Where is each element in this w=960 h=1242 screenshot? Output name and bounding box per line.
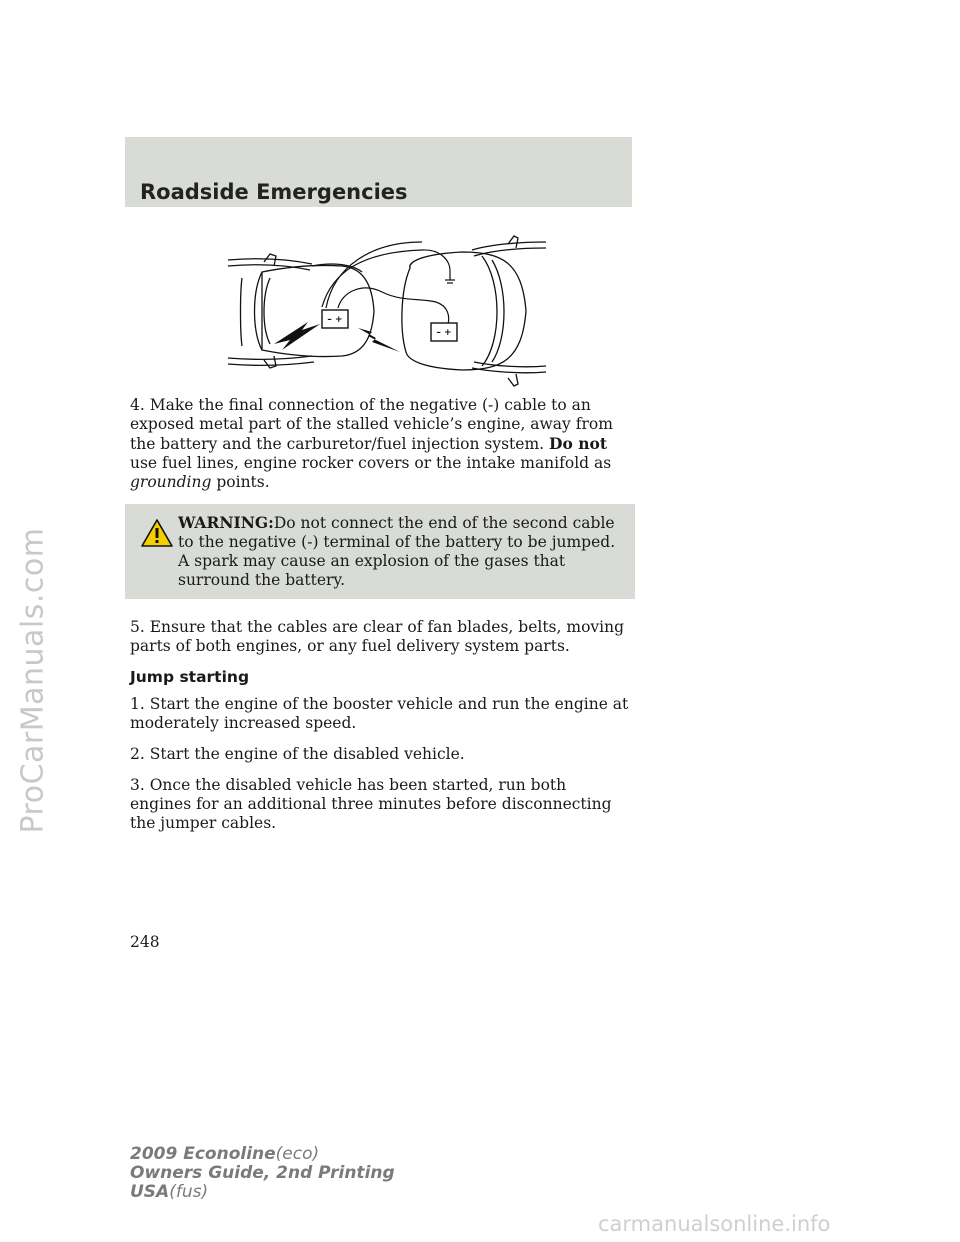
side-watermark-text: ProCarManuals.com bbox=[15, 526, 51, 834]
left-battery-label: – + bbox=[327, 315, 343, 325]
warning-body: Do not connect the end of the second cable to the negative (-) terminal of the battery to be jumped. A spark may cause an explosion of the gases that surround the battery. bbox=[178, 514, 616, 589]
jump-starting-heading: Jump starting bbox=[130, 668, 250, 686]
page-content bbox=[130, 396, 630, 845]
jump-start-illustration bbox=[222, 232, 552, 390]
footer-market-code: (fus) bbox=[169, 1182, 209, 1202]
jump-step-3: 3. Once the disabled vehicle has been started, run both engines for an additional three minutes before disconnecting the jumper cables. bbox=[130, 776, 612, 832]
right-battery bbox=[431, 323, 457, 341]
step-4-text-mid: use fuel lines, engine rocker covers or the intake manifold as bbox=[130, 454, 612, 472]
side-watermark bbox=[8, 300, 58, 1060]
ground-symbol bbox=[445, 270, 455, 283]
step-5: 5. Ensure that the cables are clear of fan blades, belts, moving parts of both engines, or any fuel delivery system parts. bbox=[130, 618, 625, 655]
footer-printing: Owners Guide, 2nd Printing bbox=[130, 1163, 395, 1183]
bottom-watermark: carmanualsonline.info bbox=[598, 1212, 831, 1236]
footer-model: 2009 Econoline bbox=[130, 1144, 276, 1164]
right-battery-label: – + bbox=[436, 328, 452, 338]
left-vehicle bbox=[228, 254, 374, 368]
footer-market: USA bbox=[130, 1182, 170, 1202]
document-footer bbox=[130, 1145, 395, 1202]
warning-text bbox=[131, 513, 629, 590]
jump-step-1: 1. Start the engine of the booster vehicle and run the engine at moderately increased speed. bbox=[130, 695, 629, 732]
right-vehicle bbox=[402, 236, 546, 386]
step-4-italic: grounding bbox=[130, 473, 212, 491]
left-battery bbox=[322, 310, 348, 328]
step-4 bbox=[130, 396, 630, 492]
warning-triangle-icon bbox=[140, 518, 174, 548]
footer-model-code: (eco) bbox=[275, 1144, 320, 1164]
warning-box bbox=[125, 504, 635, 599]
step-4-text: 4. Make the final connection of the negative (-) cable to an exposed metal part of the stalled vehicle’s engine, away from the battery and the carburetor/fuel injection system. bbox=[130, 396, 613, 453]
section-header-band bbox=[125, 137, 632, 207]
page-number: 248 bbox=[130, 933, 160, 951]
step-4-text-end: points. bbox=[216, 473, 270, 491]
warning-label: WARNING: bbox=[178, 513, 274, 532]
jump-step-2: 2. Start the engine of the disabled vehicle. bbox=[130, 745, 465, 763]
section-title: Roadside Emergencies bbox=[140, 180, 408, 204]
step-4-bold: Do not bbox=[549, 434, 607, 453]
